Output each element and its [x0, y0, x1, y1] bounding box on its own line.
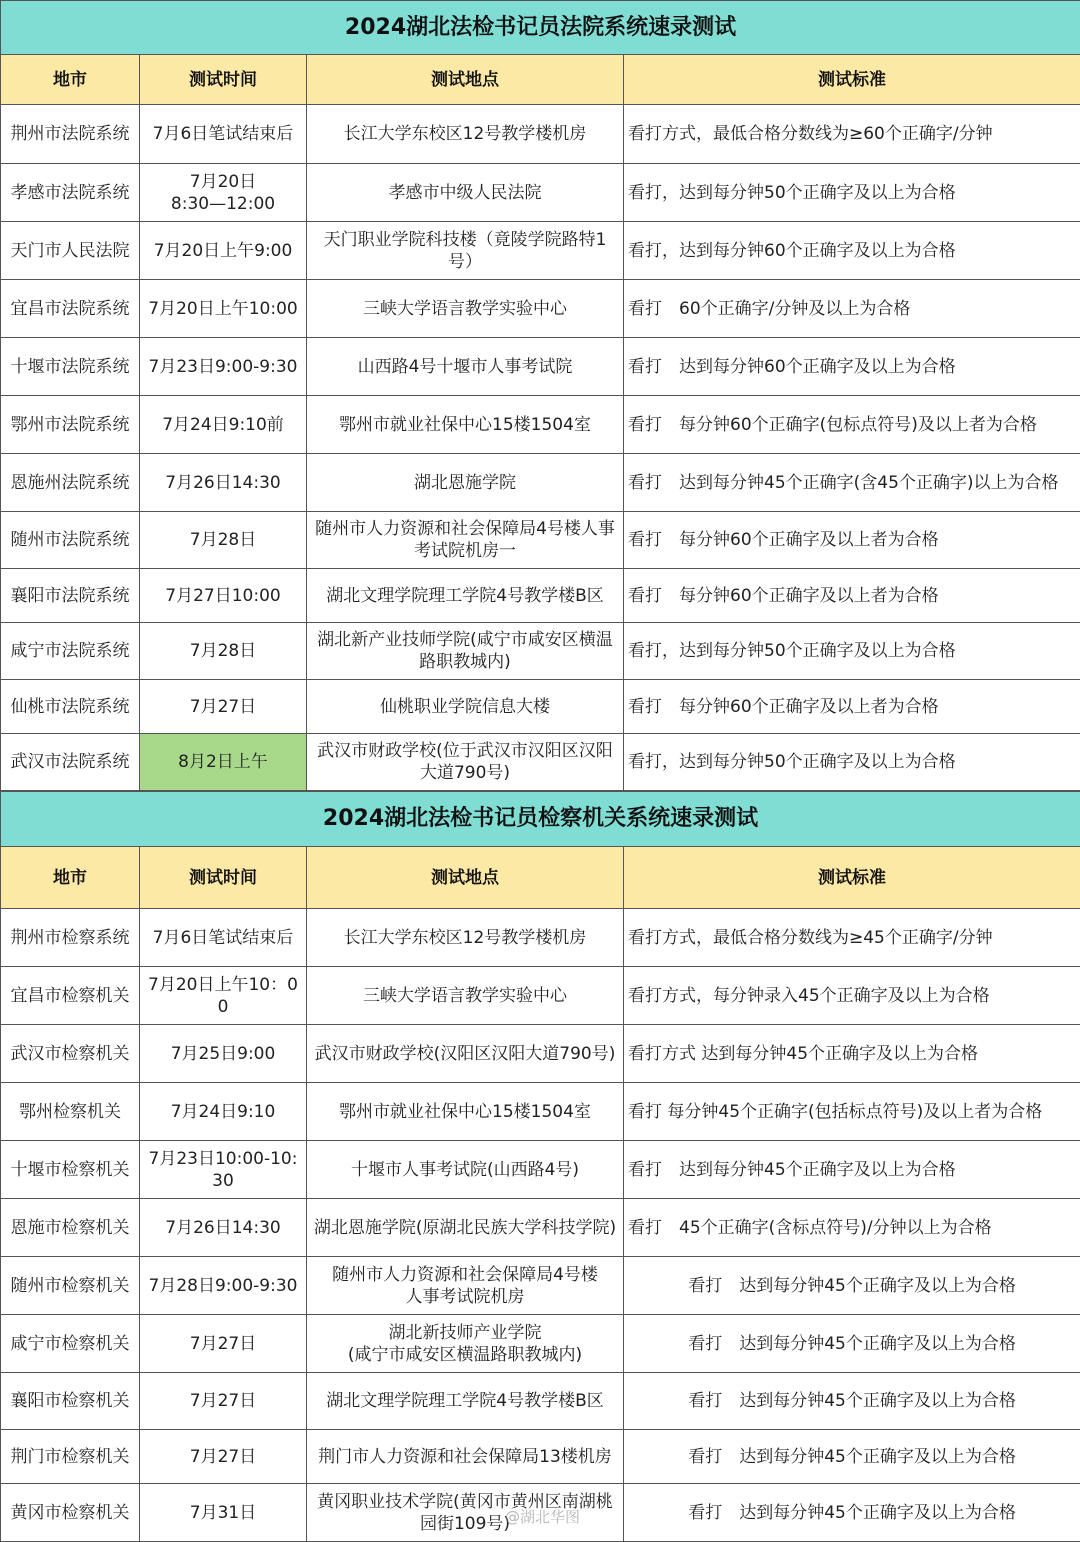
- cell-standard: 看打方式，最低合格分数线为≥60个正确字/分钟: [624, 105, 1080, 164]
- cell-time: 7月23日9:00-9:30: [140, 338, 307, 396]
- table-row: [1, 105, 1080, 164]
- cell-place: 湖北文理学院理工学院4号教学楼B区: [307, 1373, 624, 1430]
- table-row: [1, 680, 1080, 734]
- cell-city: 武汉市法院系统: [1, 734, 140, 791]
- cell-city: 十堰市检察机关: [1, 1141, 140, 1199]
- cell-standard: 看打方式，每分钟录入45个正确字及以上为合格: [624, 967, 1080, 1025]
- cell-standard: 看打 达到每分钟45个正确字及以上为合格: [624, 1484, 1080, 1542]
- cell-time: 7月20日上午10:00: [140, 280, 307, 338]
- cell-standard: 看打 每分钟45个正确字(包括标点符号)及以上者为合格: [624, 1083, 1080, 1141]
- cell-place: 三峡大学语言教学实验中心: [307, 280, 624, 338]
- cell-city: 襄阳市法院系统: [1, 569, 140, 623]
- table-row: [1, 1315, 1080, 1373]
- cell-city: 宜昌市法院系统: [1, 280, 140, 338]
- cell-city: 荆门市检察机关: [1, 1430, 140, 1484]
- cell-standard: 看打 达到每分钟45个正确字及以上为合格: [624, 1141, 1080, 1199]
- cell-standard: 看打 每分钟60个正确字及以上者为合格: [624, 569, 1080, 623]
- cell-standard: 看打 达到每分钟45个正确字及以上为合格: [624, 1373, 1080, 1430]
- cell-city: 荆州市法院系统: [1, 105, 140, 164]
- cell-place: 湖北新产业技师学院(咸宁市咸安区横温路职教城内): [307, 623, 624, 680]
- cell-time: 7月27日: [140, 1315, 307, 1373]
- cell-city: 恩施市检察机关: [1, 1199, 140, 1257]
- cell-time: 7月26日14:30: [140, 1199, 307, 1257]
- cell-place: 长江大学东校区12号教学楼机房: [307, 105, 624, 164]
- cell-time: 7月25日9:00: [140, 1025, 307, 1083]
- cell-standard: 看打 达到每分钟45个正确字及以上为合格: [624, 1430, 1080, 1484]
- cell-place: 湖北新技师产业学院 (咸宁市咸安区横温路职教城内): [307, 1315, 624, 1373]
- cell-standard: 看打 45个正确字(含标点符号)/分钟以上为合格: [624, 1199, 1080, 1257]
- cell-time: 7月6日笔试结束后: [140, 909, 307, 967]
- cell-place: 长江大学东校区12号教学楼机房: [307, 909, 624, 967]
- cell-city: 十堰市法院系统: [1, 338, 140, 396]
- proc-header-row: [1, 847, 1080, 909]
- court-header-time: 测试时间: [140, 55, 307, 105]
- cell-place: 孝感市中级人民法院: [307, 164, 624, 222]
- table-row: [1, 164, 1080, 222]
- table-row: [1, 396, 1080, 454]
- cell-time: 7月27日: [140, 1430, 307, 1484]
- cell-standard: 看打，达到每分钟50个正确字及以上为合格: [624, 164, 1080, 222]
- table-row: [1, 967, 1080, 1025]
- cell-time: 7月27日: [140, 680, 307, 734]
- cell-place: 随州市人力资源和社会保障局4号楼人事考试院机房一: [307, 512, 624, 569]
- cell-time: 7月23日10:00-10:30: [140, 1141, 307, 1199]
- court-header-row: [1, 55, 1080, 105]
- cell-city: 荆州市检察系统: [1, 909, 140, 967]
- cell-time: 7月28日9:00-9:30: [140, 1257, 307, 1315]
- cell-city: 襄阳市检察机关: [1, 1373, 140, 1430]
- table-row: [1, 623, 1080, 680]
- table-row: [1, 1373, 1080, 1430]
- cell-place: 十堰市人事考试院(山西路4号): [307, 1141, 624, 1199]
- cell-city: 武汉市检察机关: [1, 1025, 140, 1083]
- cell-place: 山西路4号十堰市人事考试院: [307, 338, 624, 396]
- court-title-row: [1, 1, 1080, 55]
- cell-place: 天门职业学院科技楼（竟陵学院路特1号）: [307, 222, 624, 280]
- cell-standard: 看打，达到每分钟60个正确字及以上为合格: [624, 222, 1080, 280]
- proc-header-city: 地市: [1, 847, 140, 909]
- cell-place: 荆门市人力资源和社会保障局13楼机房: [307, 1430, 624, 1484]
- cell-time: 7月26日14:30: [140, 454, 307, 512]
- proc-header-standard: 测试标准: [624, 847, 1080, 909]
- cell-city: 随州市法院系统: [1, 512, 140, 569]
- cell-standard: 看打，达到每分钟50个正确字及以上为合格: [624, 734, 1080, 791]
- cell-time: 7月20日上午10：00: [140, 967, 307, 1025]
- cell-time: 7月24日9:10前: [140, 396, 307, 454]
- table-row: [1, 338, 1080, 396]
- table-row: [1, 1141, 1080, 1199]
- cell-standard: 看打，达到每分钟50个正确字及以上为合格: [624, 623, 1080, 680]
- cell-city: 仙桃市法院系统: [1, 680, 140, 734]
- cell-standard: 看打 每分钟60个正确字及以上者为合格: [624, 680, 1080, 734]
- cell-place: 湖北恩施学院: [307, 454, 624, 512]
- cell-city: 宜昌市检察机关: [1, 967, 140, 1025]
- cell-time: 7月20日上午9:00: [140, 222, 307, 280]
- court-header-city: 地市: [1, 55, 140, 105]
- cell-standard: 看打 每分钟60个正确字(包标点符号)及以上者为合格: [624, 396, 1080, 454]
- table-row: [1, 1199, 1080, 1257]
- table-row: [1, 569, 1080, 623]
- cell-city: 随州市检察机关: [1, 1257, 140, 1315]
- proc-header-time: 测试时间: [140, 847, 307, 909]
- table-row: [1, 280, 1080, 338]
- table-row: [1, 1083, 1080, 1141]
- cell-city: 黄冈市检察机关: [1, 1484, 140, 1542]
- court-title: 2024湖北法检书记员法院系统速录测试: [1, 1, 1080, 55]
- cell-city: 孝感市法院系统: [1, 164, 140, 222]
- cell-standard: 看打 达到每分钟60个正确字及以上为合格: [624, 338, 1080, 396]
- cell-time: 7月6日笔试结束后: [140, 105, 307, 164]
- cell-standard: 看打 每分钟60个正确字及以上者为合格: [624, 512, 1080, 569]
- cell-time: 7月28日: [140, 623, 307, 680]
- cell-time: 7月31日: [140, 1484, 307, 1542]
- cell-city: 鄂州检察机关: [1, 1083, 140, 1141]
- proc-header-place: 测试地点: [307, 847, 624, 909]
- cell-time: 8月2日上午: [140, 734, 307, 791]
- cell-standard: 看打 达到每分钟45个正确字及以上为合格: [624, 1257, 1080, 1315]
- table-row: [1, 512, 1080, 569]
- cell-place: 三峡大学语言教学实验中心: [307, 967, 624, 1025]
- cell-standard: 看打 60个正确字/分钟及以上为合格: [624, 280, 1080, 338]
- cell-city: 恩施州法院系统: [1, 454, 140, 512]
- proc-title-row: [1, 792, 1080, 847]
- cell-place: 武汉市财政学校(位于武汉市汉阳区汉阳大道790号): [307, 734, 624, 791]
- cell-place: 湖北文理学院理工学院4号教学楼B区: [307, 569, 624, 623]
- cell-city: 天门市人民法院: [1, 222, 140, 280]
- watermark-text: @湖北华图: [505, 1508, 581, 1526]
- cell-standard: 看打 达到每分钟45个正确字(含45个正确字)以上为合格: [624, 454, 1080, 512]
- cell-city: 鄂州市法院系统: [1, 396, 140, 454]
- table-row: [1, 1430, 1080, 1484]
- cell-place: 鄂州市就业社保中心15楼1504室: [307, 396, 624, 454]
- table-row: [1, 454, 1080, 512]
- cell-place: 黄冈职业技术学院(黄冈市黄州区南湖桃园街109号): [307, 1484, 624, 1542]
- cell-time: 7月28日: [140, 512, 307, 569]
- cell-place: 湖北恩施学院(原湖北民族大学科技学院): [307, 1199, 624, 1257]
- cell-city: 咸宁市检察机关: [1, 1315, 140, 1373]
- cell-place: 武汉市财政学校(汉阳区汉阳大道790号): [307, 1025, 624, 1083]
- cell-place: 鄂州市就业社保中心15楼1504室: [307, 1083, 624, 1141]
- table-row: [1, 909, 1080, 967]
- table-row: [1, 734, 1080, 791]
- cell-time: 7月24日9:10: [140, 1083, 307, 1141]
- court-header-standard: 测试标准: [624, 55, 1080, 105]
- table-row: [1, 1257, 1080, 1315]
- table-row: [1, 222, 1080, 280]
- cell-time: 7月27日: [140, 1373, 307, 1430]
- procuratorate-table: [0, 791, 1080, 1542]
- cell-standard: 看打方式 达到每分钟45个正确字及以上为合格: [624, 1025, 1080, 1083]
- cell-standard: 看打方式，最低合格分数线为≥45个正确字/分钟: [624, 909, 1080, 967]
- cell-time: 7月20日 8:30—12:00: [140, 164, 307, 222]
- cell-place: 随州市人力资源和社会保障局4号楼 人事考试院机房: [307, 1257, 624, 1315]
- cell-city: 咸宁市法院系统: [1, 623, 140, 680]
- cell-time: 7月27日10:00: [140, 569, 307, 623]
- court-header-place: 测试地点: [307, 55, 624, 105]
- cell-standard: 看打 达到每分钟45个正确字及以上为合格: [624, 1315, 1080, 1373]
- proc-title: 2024湖北法检书记员检察机关系统速录测试: [1, 792, 1080, 847]
- cell-place: 仙桃职业学院信息大楼: [307, 680, 624, 734]
- table-row: [1, 1025, 1080, 1083]
